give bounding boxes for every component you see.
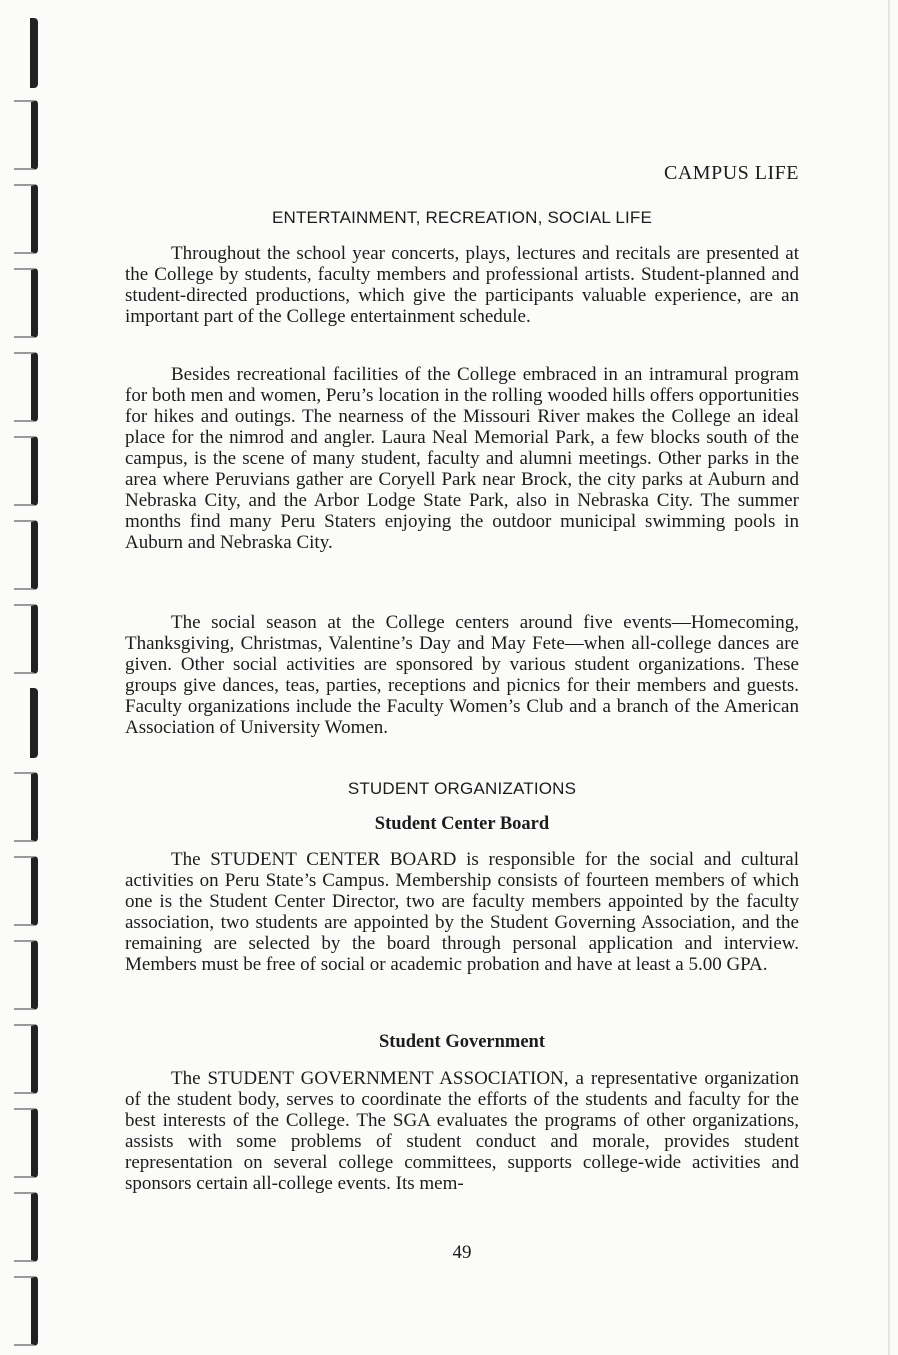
paragraph-student-government: The STUDENT GOVERNMENT ASSOCIATION, a representative organization of the student body, serves to coordinate the efforts of the students and faculty for the best interests of the College. The SGA evaluates the programs of other organizations, assists with some problems of student conduct and morale, provides student representation on several college committees, supports college-wide activities and sponsors certain all-college events. Its mem- [125, 1068, 799, 1194]
binding-ring [14, 268, 38, 338]
binding-ring [14, 100, 38, 170]
binding-ring [28, 18, 38, 88]
section-heading-entertainment: ENTERTAINMENT, RECREATION, SOCIAL LIFE [271, 208, 653, 227]
page-number: 49 [452, 1242, 472, 1263]
binding-ring [14, 856, 38, 926]
binding-ring [14, 1192, 38, 1262]
running-head: CAMPUS LIFE [664, 162, 799, 184]
subheading-student-center-board: Student Center Board [374, 814, 550, 834]
binding-ring [14, 940, 38, 1010]
spiral-binding [0, 0, 60, 1355]
binding-ring [14, 352, 38, 422]
paragraph-entertainment-2: Besides recreational facilities of the College embraced in an intramural program for both men and women, Peru’s location in the rolling wooded hills offers opportunities for hikes and outings. The nearness of the Missouri River makes the College an ideal place for the nimrod and angler. Laura Neal Memorial Park, a few blocks south of the campus, is the scene of many student, faculty and alumni meetings. Other parks in the area where Peruvians gather are Coryell Park near Brock, the city parks at Auburn and Nebraska City, and the Arbor Lodge State Park, also in Nebraska City. The summer months find many Peru Staters enjoying the outdoor municipal swimming pools in Auburn and Nebraska City. [125, 364, 799, 553]
binding-ring [14, 772, 38, 842]
paragraph-entertainment-1: Throughout the school year concerts, plays, lectures and recitals are presented at the College by students, faculty members and professional artists. Student-planned and student-directed productions, which give the participants valuable experience, are an important part of the College entertainment schedule. [125, 243, 799, 327]
binding-ring [28, 688, 38, 758]
subheading-student-government: Student Government [379, 1032, 545, 1052]
binding-ring [14, 436, 38, 506]
binding-ring [14, 1024, 38, 1094]
section-heading-organizations: STUDENT ORGANIZATIONS [347, 779, 577, 798]
page-edge [888, 0, 890, 1355]
paragraph-entertainment-3: The social season at the College centers around five events—Homecoming, Thanksgiving, Christmas, Valentine’s Day and May Fete—when all-college dances are given. Other social activities are sponsored by various student organizations. These groups give dances, teas, parties, receptions and picnics for their members and guests. Faculty organizations include the Faculty Women’s Club and a branch of the American Association of University Women. [125, 612, 799, 738]
binding-ring [14, 1108, 38, 1178]
paragraph-student-center-board: The STUDENT CENTER BOARD is responsible for the social and cultural activities on Peru State’s Campus. Membership consists of fourteen members of which one is the Student Center Director, two are faculty members appointed by the faculty association, two students are appointed by the Student Governing Association, and the remaining are selected by the board through personal application and interview. Members must be free of social or academic probation and have at least a 5.00 GPA. [125, 849, 799, 975]
binding-ring [14, 1276, 38, 1346]
binding-ring [14, 184, 38, 254]
binding-ring [14, 604, 38, 674]
binding-ring [14, 520, 38, 590]
